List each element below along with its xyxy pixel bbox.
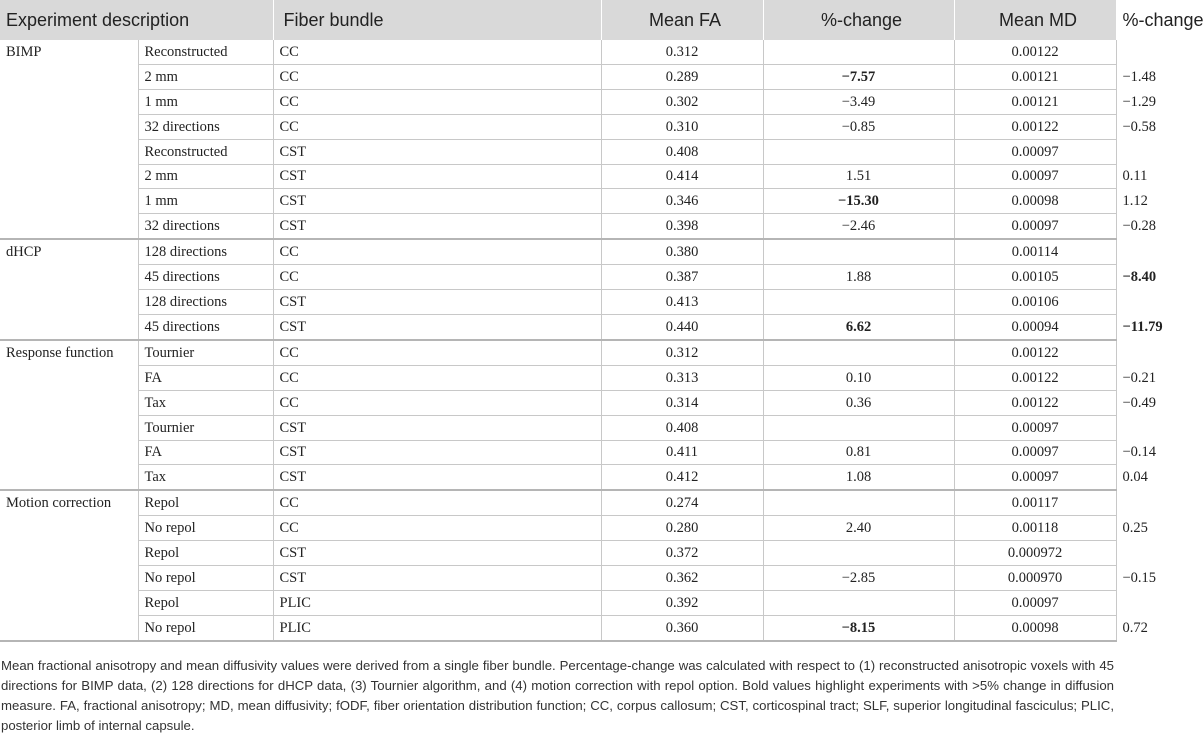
- table-row: 2 mm CST 0.414 1.51 0.00097 0.11: [0, 164, 1116, 189]
- fa-percent-change: 0.10: [763, 365, 954, 390]
- fiber-bundle: CST: [273, 214, 601, 239]
- mean-fa-value: 0.412: [601, 465, 763, 490]
- header-fa-percent-change: %-change: [763, 0, 954, 40]
- experiment-setting: No repol: [138, 516, 273, 541]
- table-row: FA CST 0.411 0.81 0.00097 −0.14: [0, 440, 1116, 465]
- table-row: FA CC 0.313 0.10 0.00122 −0.21: [0, 365, 1116, 390]
- mean-md-value: 0.00097: [954, 415, 1116, 440]
- fa-percent-change: 1.51: [763, 164, 954, 189]
- fa-percent-change: 6.62: [763, 314, 954, 339]
- mean-md-value: 0.00118: [954, 516, 1116, 541]
- header-fiber-bundle: Fiber bundle: [273, 0, 601, 40]
- experiment-group: Response function: [0, 340, 138, 490]
- table-row: [0, 340, 1116, 365]
- experiment-setting: 2 mm: [138, 164, 273, 189]
- experiment-setting: FA: [138, 440, 273, 465]
- fa-percent-change: −3.49: [763, 89, 954, 114]
- fa-percent-change: 0.36: [763, 390, 954, 415]
- table-row: Tax CST 0.412 1.08 0.00097 0.04: [0, 465, 1116, 490]
- experiment-group: dHCP: [0, 239, 138, 340]
- mean-md-value: 0.00106: [954, 290, 1116, 315]
- table-caption: Mean fractional anisotropy and mean diffusivity values were derived from a single fiber bundle. Percentage-change was calculated with respect to (1) reconstructed anisotropic voxels with 45 directions for BIMP data, (2) 128 directions for dHCP data, (3) Tournier algorithm, and (4) motion correction with repol option. Bold values highlight experiments with >5% change in diffusion measure. FA, fractional anisotropy; MD, mean diffusivity; fODF, fiber orientation distribution function; CC, corpus callosum; CST, corticospinal tract; SLF, superior longitudinal fasciculus; PLIC, posterior limb of internal capsule.: [1, 657, 1114, 733]
- mean-md-value: 0.00098: [954, 189, 1116, 214]
- fa-percent-change: −2.46: [763, 214, 954, 239]
- experiment-setting: No repol: [138, 566, 273, 591]
- mean-fa-value: 0.312: [601, 40, 763, 64]
- mean-md-value: 0.00114: [954, 239, 1116, 264]
- fa-percent-change: [763, 290, 954, 315]
- header-mean-fa: Mean FA: [601, 0, 763, 40]
- fa-percent-change: −2.85: [763, 566, 954, 591]
- mean-fa-value: 0.310: [601, 114, 763, 139]
- mean-md-value: 0.00097: [954, 465, 1116, 490]
- fa-percent-change: 0.81: [763, 440, 954, 465]
- header-row: Experiment description Fiber bundle Mean FA %-change Mean MD %-change: [0, 0, 1116, 40]
- table-row: 45 directions CC 0.387 1.88 0.00105 −8.40: [0, 265, 1116, 290]
- table-row: [0, 290, 1116, 315]
- fiber-bundle: CC: [273, 365, 601, 390]
- mean-fa-value: 0.408: [601, 139, 763, 164]
- mean-fa-value: 0.372: [601, 541, 763, 566]
- mean-md-value: 0.000970: [954, 566, 1116, 591]
- experiment-setting: 32 directions: [138, 214, 273, 239]
- fiber-bundle: CC: [273, 390, 601, 415]
- mean-fa-value: 0.346: [601, 189, 763, 214]
- mean-fa-value: 0.314: [601, 390, 763, 415]
- mean-fa-value: 0.411: [601, 440, 763, 465]
- experiment-setting: Tournier: [138, 415, 273, 440]
- experiment-setting: 32 directions: [138, 114, 273, 139]
- mean-fa-value: 0.362: [601, 566, 763, 591]
- experiment-setting: Tax: [138, 390, 273, 415]
- table-row: Tax CC 0.314 0.36 0.00122 −0.49: [0, 390, 1116, 415]
- mean-md-value: 0.00105: [954, 265, 1116, 290]
- experiment-setting: Tournier: [138, 340, 273, 365]
- fiber-bundle: CST: [273, 290, 601, 315]
- table-row: 2 mm CC 0.289 −7.57 0.00121 −1.48: [0, 64, 1116, 89]
- fiber-bundle: CST: [273, 440, 601, 465]
- table-row: [0, 541, 1116, 566]
- table-row: 32 directions CST 0.398 −2.46 0.00097 −0.28: [0, 214, 1116, 239]
- fa-percent-change: 1.88: [763, 265, 954, 290]
- fiber-bundle: CST: [273, 465, 601, 490]
- mean-fa-value: 0.312: [601, 340, 763, 365]
- fa-percent-change: −7.57: [763, 64, 954, 89]
- mean-fa-value: 0.440: [601, 314, 763, 339]
- fiber-bundle: CST: [273, 415, 601, 440]
- mean-md-value: 0.00098: [954, 615, 1116, 640]
- table-row: No repol CC 0.280 2.40 0.00118 0.25: [0, 516, 1116, 541]
- mean-md-value: 0.00094: [954, 314, 1116, 339]
- experiment-setting: Reconstructed: [138, 139, 273, 164]
- mean-md-value: 0.00097: [954, 164, 1116, 189]
- fiber-bundle: PLIC: [273, 615, 601, 640]
- fiber-bundle: CST: [273, 541, 601, 566]
- fa-percent-change: [763, 490, 954, 515]
- table-row: [0, 590, 1116, 615]
- experiment-setting: FA: [138, 365, 273, 390]
- experiment-setting: 2 mm: [138, 64, 273, 89]
- fiber-bundle: CC: [273, 265, 601, 290]
- table-row: No repol PLIC 0.360 −8.15 0.00098 0.72: [0, 615, 1116, 640]
- mean-md-value: 0.00117: [954, 490, 1116, 515]
- fiber-bundle: CST: [273, 164, 601, 189]
- mean-fa-value: 0.387: [601, 265, 763, 290]
- fiber-bundle: CST: [273, 139, 601, 164]
- table-row: [0, 415, 1116, 440]
- fiber-bundle: CC: [273, 239, 601, 264]
- header-mean-md: Mean MD: [954, 0, 1116, 40]
- table-row: No repol CST 0.362 −2.85 0.000970 −0.15: [0, 566, 1116, 591]
- fiber-bundle: CC: [273, 516, 601, 541]
- fa-percent-change: 1.08: [763, 465, 954, 490]
- table-body: [0, 40, 1163, 641]
- experiment-setting: 128 directions: [138, 239, 273, 264]
- fa-percent-change: −0.85: [763, 114, 954, 139]
- fiber-bundle: CST: [273, 566, 601, 591]
- mean-fa-value: 0.414: [601, 164, 763, 189]
- experiment-setting: Repol: [138, 541, 273, 566]
- fa-percent-change: [763, 590, 954, 615]
- table-row: 1 mm CST 0.346 −15.30 0.00098 1.12: [0, 189, 1116, 214]
- experiment-setting: 1 mm: [138, 89, 273, 114]
- mean-fa-value: 0.392: [601, 590, 763, 615]
- mean-md-value: 0.000972: [954, 541, 1116, 566]
- mean-md-value: 0.00122: [954, 365, 1116, 390]
- table-row: [0, 239, 1116, 264]
- experiment-setting: Tax: [138, 465, 273, 490]
- fiber-bundle: PLIC: [273, 590, 601, 615]
- fa-percent-change: [763, 239, 954, 264]
- mean-fa-value: 0.289: [601, 64, 763, 89]
- experiment-setting: Reconstructed: [138, 40, 273, 64]
- fiber-bundle: CC: [273, 89, 601, 114]
- mean-fa-value: 0.380: [601, 239, 763, 264]
- table-row: 32 directions CC 0.310 −0.85 0.00122 −0.58: [0, 114, 1116, 139]
- mean-md-value: 0.00097: [954, 590, 1116, 615]
- fiber-bundle: CC: [273, 40, 601, 64]
- table-row: 1 mm CC 0.302 −3.49 0.00121 −1.29: [0, 89, 1116, 114]
- mean-md-value: 0.00122: [954, 340, 1116, 365]
- experiment-setting: 128 directions: [138, 290, 273, 315]
- mean-md-value: 0.00122: [954, 390, 1116, 415]
- fa-percent-change: 2.40: [763, 516, 954, 541]
- mean-fa-value: 0.280: [601, 516, 763, 541]
- fa-percent-change: −15.30: [763, 189, 954, 214]
- table-row: [0, 139, 1116, 164]
- mean-md-value: 0.00122: [954, 114, 1116, 139]
- mean-fa-value: 0.413: [601, 290, 763, 315]
- mean-md-value: 0.00097: [954, 139, 1116, 164]
- table-row: 45 directions CST 0.440 6.62 0.00094 −11.79: [0, 314, 1116, 339]
- experiment-group: BIMP: [0, 40, 138, 239]
- experiment-setting: 45 directions: [138, 265, 273, 290]
- experiment-setting: 45 directions: [138, 314, 273, 339]
- header-experiment-description: Experiment description: [0, 0, 273, 40]
- fiber-bundle: CST: [273, 189, 601, 214]
- fiber-bundle: CC: [273, 340, 601, 365]
- mean-fa-value: 0.274: [601, 490, 763, 515]
- fiber-bundle: CC: [273, 114, 601, 139]
- mean-fa-value: 0.398: [601, 214, 763, 239]
- mean-md-value: 0.00121: [954, 64, 1116, 89]
- mean-fa-value: 0.408: [601, 415, 763, 440]
- fa-percent-change: [763, 40, 954, 64]
- fiber-bundle: CC: [273, 64, 601, 89]
- mean-fa-value: 0.302: [601, 89, 763, 114]
- fiber-bundle: CST: [273, 314, 601, 339]
- fiber-bundle: CC: [273, 490, 601, 515]
- experiment-setting: 1 mm: [138, 189, 273, 214]
- fa-percent-change: −8.15: [763, 615, 954, 640]
- experiment-group: Motion correction: [0, 490, 138, 640]
- mean-md-value: 0.00121: [954, 89, 1116, 114]
- fa-percent-change: [763, 139, 954, 164]
- fa-percent-change: [763, 340, 954, 365]
- table-header: [0, 0, 1204, 40]
- mean-md-value: 0.00122: [954, 40, 1116, 64]
- table-row: [0, 490, 1116, 515]
- mean-md-value: 0.00097: [954, 440, 1116, 465]
- fa-percent-change: [763, 415, 954, 440]
- table-row: [0, 40, 1116, 64]
- mean-md-value: 0.00097: [954, 214, 1116, 239]
- experiment-setting: No repol: [138, 615, 273, 640]
- mean-fa-value: 0.360: [601, 615, 763, 640]
- fa-percent-change: [763, 541, 954, 566]
- experiment-setting: Repol: [138, 590, 273, 615]
- experiment-setting: Repol: [138, 490, 273, 515]
- mean-fa-value: 0.313: [601, 365, 763, 390]
